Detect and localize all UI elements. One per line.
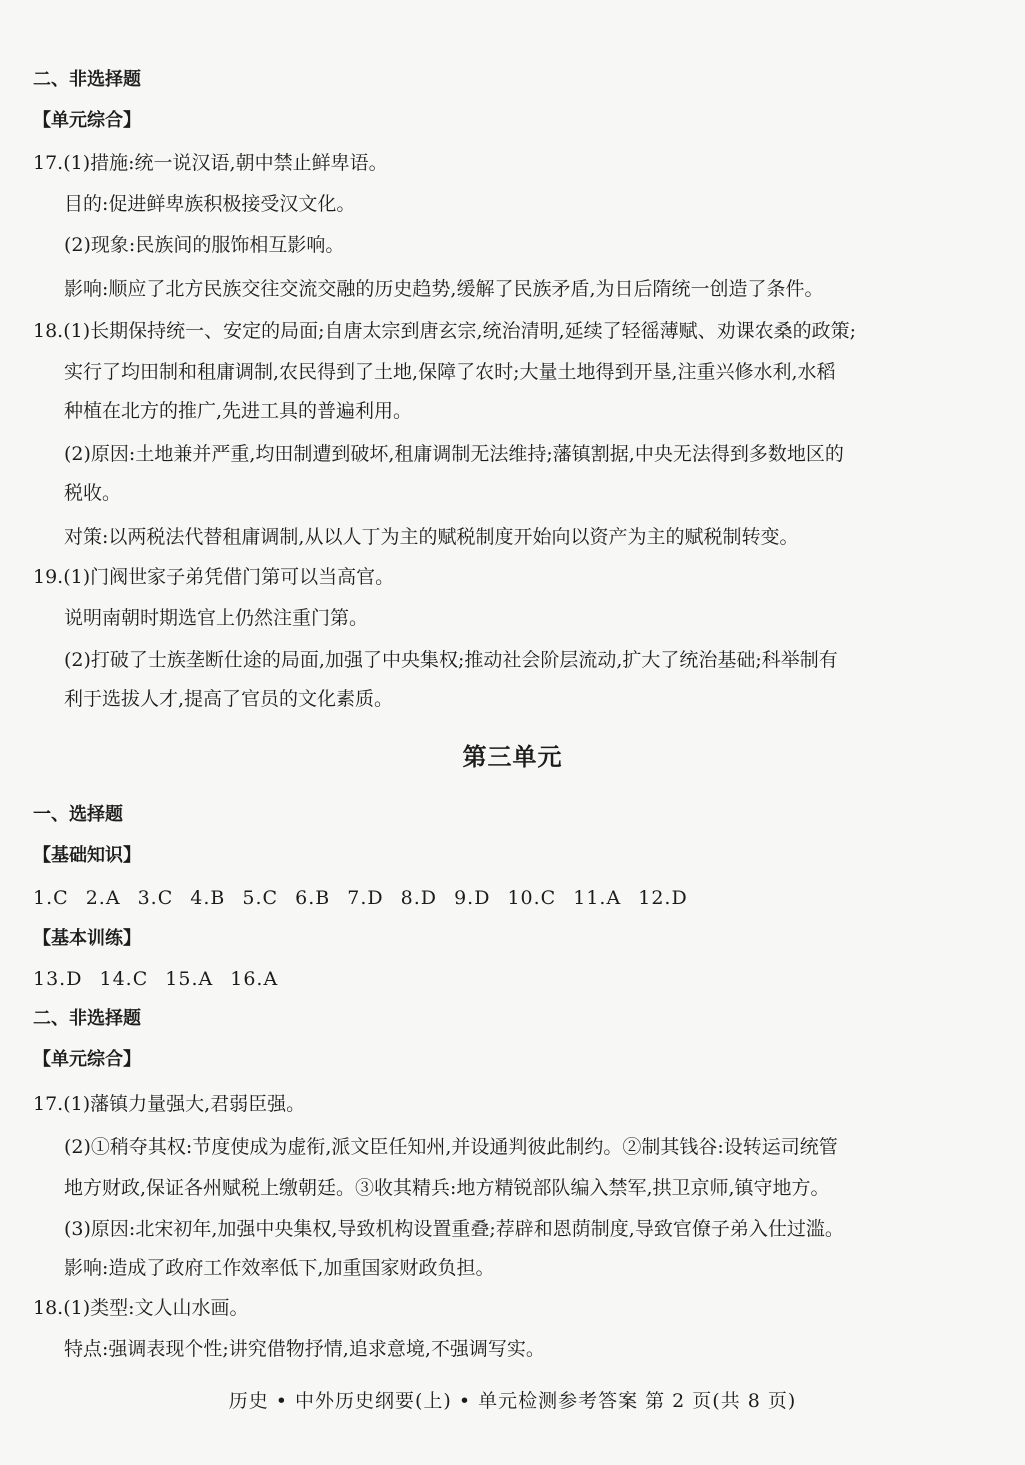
basic-knowledge-heading: 【基础知识】: [33, 845, 141, 866]
page-footer: 历史 • 中外历史纲要(上) • 单元检测参考答案 第 2 页(共 8 页): [228, 1390, 797, 1412]
unit-comprehensive-heading: 【单元综合】: [33, 1049, 141, 1070]
q18-answer-line: (2)原因:土地兼并严重,均田制遭到破坏,租庸调制无法维持;藩镇割据,中央无法得到多数地区的: [64, 443, 844, 465]
q18-answer-line: 实行了均田制和租庸调制,农民得到了土地,保障了农时;大量土地得到开垦,注重兴修水利,水稻: [64, 361, 836, 383]
q18-answer-line: 税收。: [64, 482, 122, 504]
u3-q17-answer-line: (2)①稍夺其权:节度使成为虚衔,派文臣任知州,并设通判彼此制约。②制其钱谷:设转运司统管: [64, 1136, 838, 1158]
nonchoice-heading: 二、非选择题: [33, 69, 141, 90]
u3-q18-answer-line: 18.(1)类型:文人山水画。: [33, 1297, 249, 1319]
unit-comprehensive-heading: 【单元综合】: [33, 110, 141, 131]
q19-answer-line: 利于选拔人才,提高了官员的文化素质。: [64, 688, 394, 710]
u3-q17-answer-line: (3)原因:北宋初年,加强中央集权,导致机构设置重叠;荐辟和恩荫制度,导致官僚子弟入仕过滥。: [64, 1218, 844, 1240]
q19-answer-line: (2)打破了士族垄断仕途的局面,加强了中央集权;推动社会阶层流动,扩大了统治基础;科举制有: [64, 649, 838, 671]
unit-three-title: 第三单元: [462, 743, 563, 771]
q17-answer-line: 影响:顺应了北方民族交往交流交融的历史趋势,缓解了民族矛盾,为日后隋统一创造了条件。: [64, 278, 824, 300]
answers-1-12: 1.C 2.A 3.C 4.B 5.C 6.B 7.D 8.D 9.D 10.C 11.A 12.D: [33, 887, 688, 909]
q18-answer-line: 18.(1)长期保持统一、安定的局面;自唐太宗到唐玄宗,统治清明,延续了轻徭薄赋、劝课农桑的政策;: [33, 320, 857, 342]
nonchoice-heading: 二、非选择题: [33, 1008, 141, 1029]
u3-q17-answer-line: 影响:造成了政府工作效率低下,加重国家财政负担。: [64, 1257, 495, 1279]
q17-answer-line: 目的:促进鲜卑族积极接受汉文化。: [64, 193, 356, 215]
basic-training-heading: 【基本训练】: [33, 928, 141, 949]
u3-q17-answer-line: 17.(1)藩镇力量强大,君弱臣强。: [33, 1093, 306, 1115]
q17-answer-line: 17.(1)措施:统一说汉语,朝中禁止鲜卑语。: [33, 152, 388, 174]
q19-answer-line: 19.(1)门阀世家子弟凭借门第可以当高官。: [33, 566, 395, 588]
q18-answer-line: 对策:以两税法代替租庸调制,从以人丁为主的赋税制度开始向以资产为主的赋税制转变。: [64, 526, 799, 548]
answers-13-16: 13.D 14.C 15.A 16.A: [33, 968, 279, 990]
q17-answer-line: (2)现象:民族间的服饰相互影响。: [64, 234, 345, 256]
q18-answer-line: 种植在北方的推广,先进工具的普遍利用。: [64, 400, 413, 422]
q19-answer-line: 说明南朝时期选官上仍然注重门第。: [64, 607, 369, 629]
u3-q18-answer-line: 特点:强调表现个性;讲究借物抒情,追求意境,不强调写实。: [64, 1338, 545, 1360]
u3-q17-answer-line: 地方财政,保证各州赋税上缴朝廷。③收其精兵:地方精锐部队编入禁军,拱卫京师,镇守地方。: [64, 1177, 830, 1199]
choice-heading: 一、选择题: [33, 804, 123, 825]
